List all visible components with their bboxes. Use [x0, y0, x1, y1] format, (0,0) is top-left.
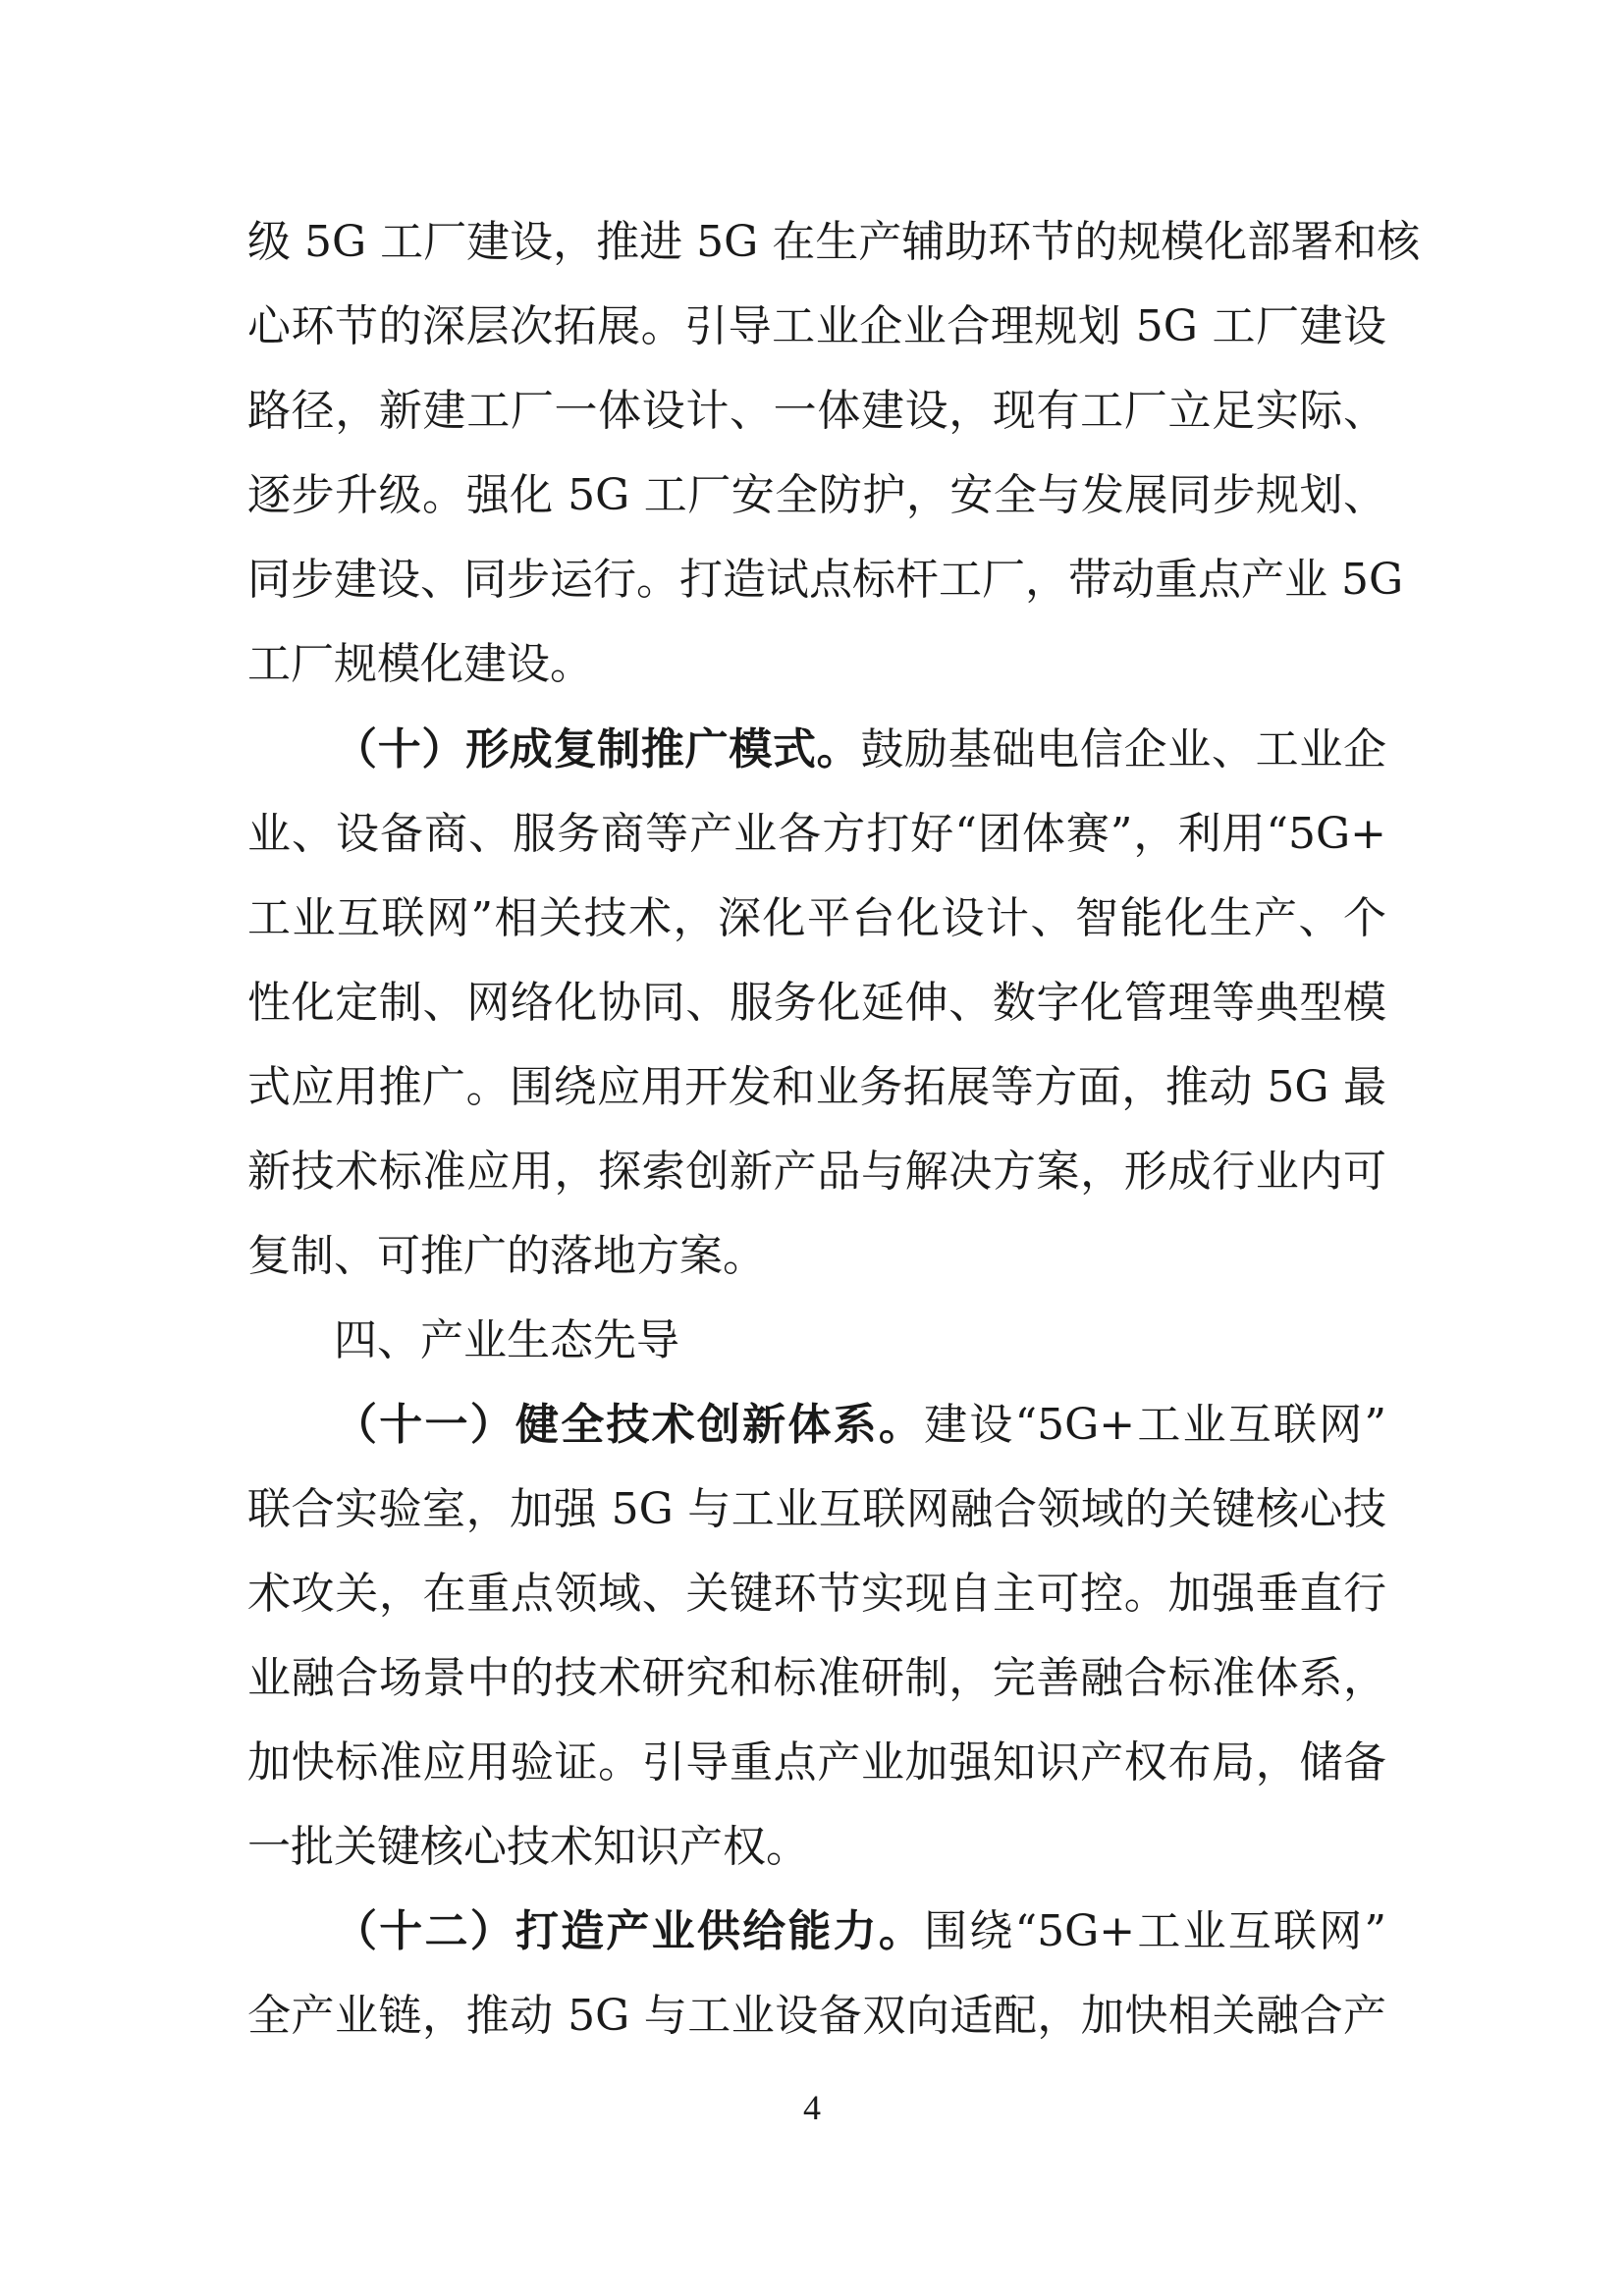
- paragraph-3-line-6: 一批关键核心技术知识产权。: [247, 1822, 809, 1872]
- paragraph-4-lead: （十二）打造产业供给能力。: [334, 1906, 925, 1956]
- paragraph-2-first-line-rest: 鼓励基础电信企业、工业企: [860, 724, 1387, 774]
- paragraph-3-line-3: 术攻关，在重点领域、关键环节实现自主可控。加强垂直行: [247, 1569, 1386, 1619]
- paragraph-4-line-1: [334, 1897, 1386, 1966]
- paragraph-2-lead: （十）形成复制推广模式。: [334, 724, 861, 774]
- paragraph-3-line-5: 加快标准应用验证。引导重点产业加强知识产权布局，储备: [247, 1737, 1386, 1788]
- paragraph-2-line-1: [334, 716, 1386, 784]
- paragraph-2-line-4: 性化定制、网络化协同、服务化延伸、数字化管理等典型模: [247, 978, 1386, 1028]
- paragraph-1-line-5: 同步建设、同步运行。打造试点标杆工厂，带动重点产业 5G: [247, 555, 1404, 605]
- paragraph-2-line-5: 式应用推广。围绕应用开发和业务拓展等方面，推动 5G 最: [247, 1062, 1386, 1112]
- page-number: 4: [803, 2088, 821, 2127]
- paragraph-1-line-6: 工厂规模化建设。: [247, 639, 593, 689]
- paragraph-1-line-3: 路径，新建工厂一体设计、一体建设，现有工厂立足实际、: [247, 386, 1386, 436]
- paragraph-3-line-4: 业融合场景中的技术研究和标准研制，完善融合标准体系，: [247, 1653, 1386, 1703]
- paragraph-2-line-7: 复制、可推广的落地方案。: [247, 1231, 766, 1281]
- paragraph-2-line-2: 业、设备商、服务商等产业各方打好“团体赛”，利用“5G+: [247, 809, 1386, 859]
- paragraph-2-line-3: 工业互联网”相关技术，深化平台化设计、智能化生产、个: [247, 893, 1386, 943]
- section-heading: 四、产业生态先导: [334, 1315, 679, 1365]
- paragraph-4-line-2: 全产业链，推动 5G 与工业设备双向适配，加快相关融合产: [247, 1991, 1386, 2041]
- paragraph-4-first-line-rest: 围绕“5G+工业互联网”: [924, 1906, 1387, 1956]
- paragraph-1-line-2: 心环节的深层次拓展。引导工业企业合理规划 5G 工厂建设: [247, 301, 1386, 351]
- paragraph-1-line-4: 逐步升级。强化 5G 工厂安全防护，安全与发展同步规划、: [247, 470, 1386, 520]
- paragraph-1-line-1: 级 5G 工厂建设，推进 5G 在生产辅助环节的规模化部署和核: [247, 217, 1421, 267]
- paragraph-3-first-line-rest: 建设“5G+工业互联网”: [924, 1400, 1387, 1450]
- paragraph-3-lead: （十一）健全技术创新体系。: [334, 1400, 925, 1450]
- paragraph-2-line-6: 新技术标准应用，探索创新产品与解决方案，形成行业内可: [247, 1147, 1386, 1197]
- paragraph-3-line-1: [334, 1391, 1386, 1460]
- paragraph-3-line-2: 联合实验室，加强 5G 与工业互联网融合领域的关键核心技: [247, 1484, 1386, 1534]
